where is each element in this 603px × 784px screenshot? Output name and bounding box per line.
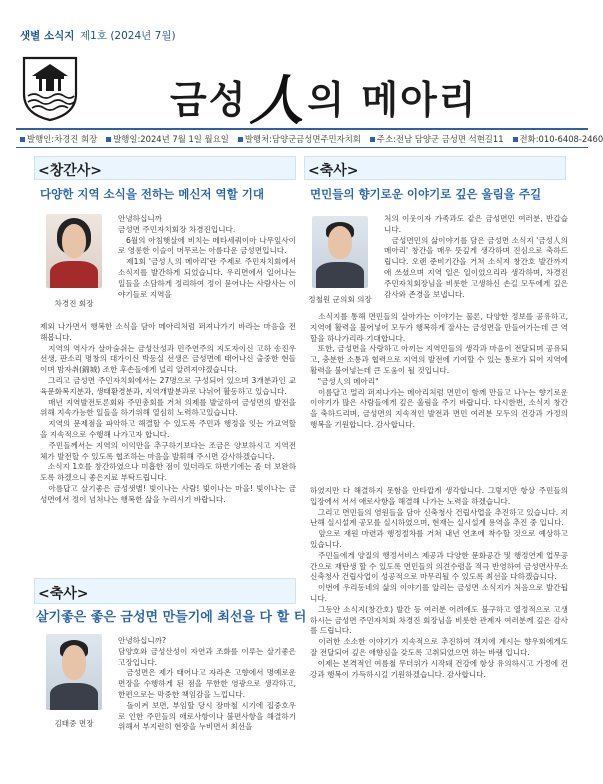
address-info: 주소:전남 담양군 금성면 석현길11 (370, 133, 504, 145)
congrats-left-body-beside-photo: 안녕하십니까? 담양호와 금성산성이 자연과 조화를 이루는 살기좋은 고장입니다. 금성면은 제가 태어나고 자라온 고향에서 명예로운 면장을 수행하게 된 점을 무한한 영광으로 생각하고, 한편으로는 막중한 책임감을 느낍니다. 돌이켜 보면, 부임할 당시 장마철 시기에 집중호우로 인한 주민들의 애로사항이나 불편사항을 해결하기 위해서 부지런히 현장을 누비면서 최선을 (118, 636, 296, 732)
publisher-info: 발행인:차경진 회장 (20, 133, 97, 145)
foreword-subtitle: 다양한 지역 소식을 전하는 메신저 역할 기대 (40, 187, 264, 201)
congrats-right-body: 소식지를 통해 면민들의 살아가는 이야기는 물론, 다양한 정보를 공유하고, 지역에 활력을 불어넣어 모두가 행복하게 잘사는 금성면을 만들어가는데 큰 역할을 하나가리라 기대합니다. 또한, 금성면을 사랑하고 아끼는 지역민들의 생각과 마음이 전달되며 공유되고, 충분한 소통과 협력으로 지역의 발전에 기여할 수 있는 통로가 되어 지역에 활력을 불어넣는데 큰 도움이 될 것입니다. "금성人의 메아리" 이름답고 멀리 퍼져나가는 메아리처럼 면민이 함께 만들고 나누는 향기로운 이야기가 많은 사람들에게 깊은 울림을 주기 바랍니다. 다시한번, 소식지 창간을 축하드리며, 금성면의 지속적인 발전과 면민 여러분 모두의 건강과 가정의 행복을 기원합니다. 감사합니다. (310, 312, 568, 429)
title-part-geumseong: 금성 (170, 77, 248, 122)
bullet-square-icon (513, 137, 518, 142)
author-photo-jeong (312, 216, 368, 288)
bullet-square-icon (238, 137, 243, 142)
newsletter-series: 샛별 소식지 (20, 30, 75, 42)
foreword-heading: <창간사> (38, 163, 103, 179)
author-caption-jeong: 정철원 군의회 의장 (308, 295, 372, 304)
title-part-echo: 의 메아리 (307, 77, 478, 122)
page-title (170, 52, 478, 132)
congrats-left-body-continued: 하였지만 다 해결하지 못함을 안타깝게 생각합니다. 그렇지만 항상 주민들의 입장에서 서서 애로사항을 해결해 나가는 노력을 하겠습니다. 그리고 면민들의 염원들을 담아 신축청사 건립사업을 추진하고 있습니다. 지난해 실시설계 공모를 실시하였으며, 현재는 실시설계 용역을 추진 중 입니다. 앞으로 재원 마련과 행정절차를 거쳐 내년 연초에 착수할 것으로 예상하고 있습니다. 주민들에게 양질의 행정서비스 제공과 다양한 문화공간 및 행정연계 업무공간으로 재탄생 할 수 있도록 면민들의 의견수렴을 적극 반영하여 금성면사무소 신축청사 건립사업이 성공적으로 마무리될 수 있도록 최선을 다하겠습니다. 이번에 우리동네의 삶의 이야기를 알리는 금성면 소식지가 처음으로 발간됩니다. 그동안 소식지(창간호) 발간 등 여러분 어려에도 불구하고 열정적으로 고생하시는 금성면 주민자치회 차경진 회장님을 비롯한 관계자 여러분께 깊은 감사를 드립니다. 이러한 소소한 이야기가 지속적으로 추진하여 객지에 계시는 향우회에게도 잘 전달되어 깊은 애향심을 갖도록 고취되었으면 하는 바램 입니다. 이제는 본격적인 여름철 무더위가 시작돼 건강에 항상 유의하시고 가정에 건강과 행복이 가득하시길 기원하겠습니다. 감사합니다. (310, 486, 568, 679)
foreword-body: 제외 나가면서 행복한 소식을 담아 메아리처럼 퍼져나가기 바라는 마음을 전해봅니다. 지역의 역사가 살아숨쉬는 금성산성과 민주연주의 지도자이신 고하 송진우선생, 판소리 명창의 대가이신 박동실 선생은 금성면에 태어나신 출중한 현들이며 밤자취(錦城) 조한 후손들에게 널리 알려져야겠습니다. 그리고 금성면 주민자치회에서는 27명으로 구성되어 있으며 3개분과인 교육문화복지분과, 생태환경분과, 지역개발분과로 나뉘어 활동하고 있습니다. 매년 지역발전토론회와 주민총회를 거쳐 의제를 발굴하여 금성면의 발전을 위해 지속가능한 일들을 하기위해 열심히 노력하고있습니다. 지역의 문제점을 파악하고 해결할 수 있도록 주민과 행정을 잇는 가교역할을 지속적으로 수행해 나가고자 합니다. 주민들께서는 지역의 이익만을 추구하기보다는 조금은 양보하시고 지역전체가 발전할 수 있도록 협조하는 마음을 발휘해 주시면 감사하겠습니다. 소식지 1호를 창간하였으나 미흡한 점이 있더라도 하반기에는 좀 더 보완하도록 하겠으니 좋은지료 부탁드립니다. 아름답고 살기좋은 금성샛별! 빛이나는 사람! 빛이나는 마을! 빛이나는 금성면에서 정이 넘쳐나는 행복한 삶을 누리시기 바랍니다. (40, 322, 296, 504)
author-photo-kim (46, 634, 102, 710)
foreword-body-beside-photo: 안녕하십니까 금성면 주민자치회장 차경진입니다. 6월의 아침햇살에 비치는 메타세쿼이아 나무잎사이로 영롱한 이슬이 머무르는 아름다운 금성면입니다. 제1회 '금성人의 메아리'란 주제로 주민자치회에서 소식지를 발간하게 되었습니다. 우리면에서 일어나는 일들을 소담하게 정리하여 정이 묻어나는 사람사는 이야기들로 지역을 (118, 214, 296, 299)
author-photo-cha (46, 214, 102, 288)
publishing-org-info: 발행처:담양군금성면주민자치회 (238, 133, 361, 145)
newsletter-name (20, 28, 176, 43)
title-brush-character: 人 (249, 68, 306, 132)
county-emblem-icon (20, 54, 80, 122)
publish-date-info: 발행일:2024년 7월 1일 월요일 (106, 133, 229, 145)
publication-info-bar (16, 128, 603, 148)
bullet-square-icon (20, 137, 25, 142)
congrats-left-heading: <축사> (38, 586, 89, 602)
phone-info: 전화:010-6408-2460 (513, 133, 603, 145)
bullet-square-icon (106, 137, 111, 142)
congrats-left-subtitle: 살기좋은 좋은 금성면 만들기에 최선을 다 할 터 (36, 610, 307, 625)
congrats-right-body-beside-photo: 처의 이웃이자 가족과도 같은 금성면민 여러분, 반갑습니다. 금성면민의 삶이야기를 담은 금성면 소식지 '금성人의 메아리' 창간을 매우 뜻깊게 생각하며 진심으로 축하드립니다. 오랜 준비기간을 거쳐 소식지 창간호 발간까지 애 쓰셨으며 지역 일은 일이었으리라 생각하며, 차경진 주민자치회장님을 비롯한 고생하신 손길 모두에게 깊은 감사와 존경을 보냅니다. (384, 214, 568, 299)
issue-number: 제1호 (2024년 7월) (80, 30, 176, 42)
author-caption-cha: 차경진 회장 (54, 299, 94, 308)
author-caption-kim: 김태중 면장 (54, 719, 94, 728)
congrats-right-heading: <축사> (308, 163, 359, 179)
congrats-right-subtitle: 면민들의 향기로운 이야기로 깊은 울림을 주길 (310, 187, 542, 201)
bullet-square-icon (370, 137, 375, 142)
